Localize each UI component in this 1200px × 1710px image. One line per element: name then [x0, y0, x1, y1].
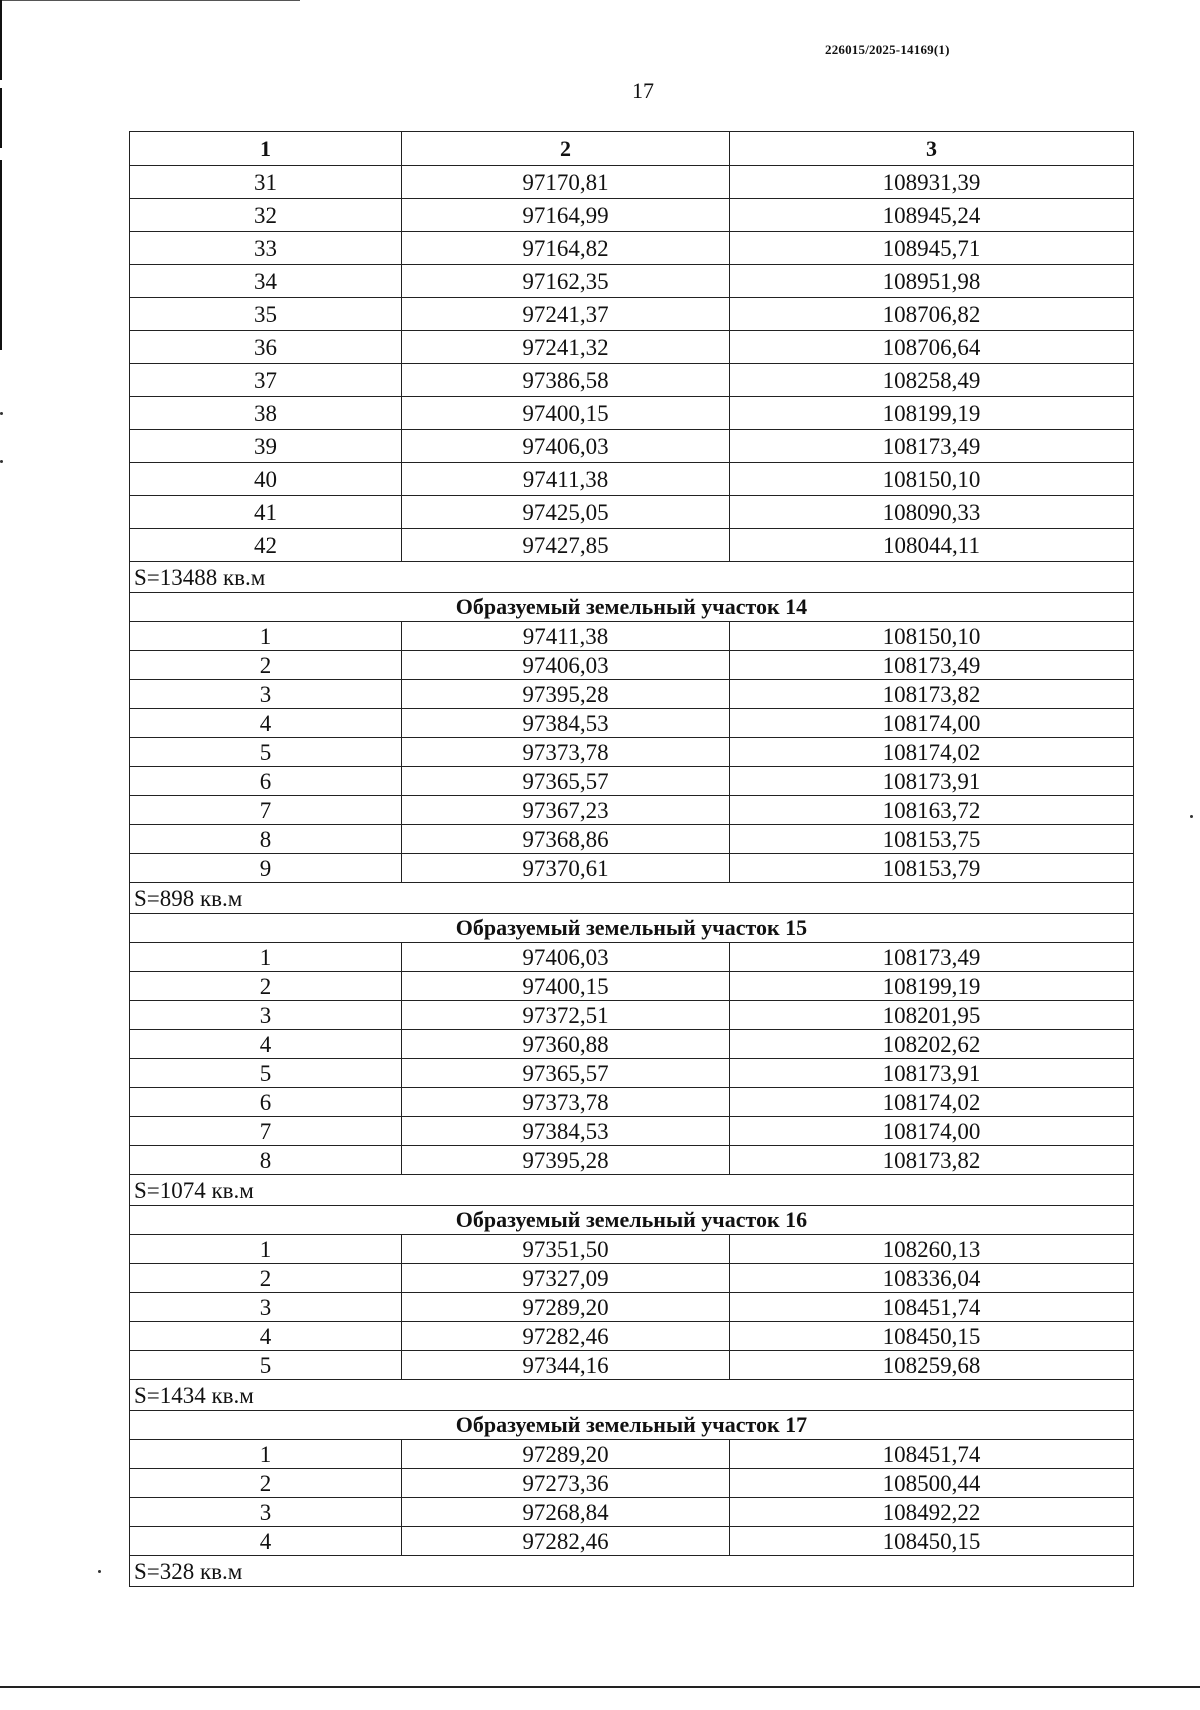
scan-edge-mark: [0, 0, 2, 80]
table-row: [130, 854, 1134, 883]
table-row: [130, 496, 1134, 529]
page-number: 17: [632, 78, 654, 103]
plot-title-row: [130, 1411, 1134, 1440]
table-header-row: [130, 132, 1134, 166]
table-row: [130, 1440, 1134, 1469]
table-cell: 108450,15: [730, 1527, 1134, 1556]
plot-title-row: [130, 1206, 1134, 1235]
table-row: [130, 166, 1134, 199]
scan-edge-mark: [0, 160, 2, 350]
table-cell: 8: [130, 825, 402, 854]
table-cell: 97365,57: [402, 1059, 730, 1088]
table-cell: 97162,35: [402, 265, 730, 298]
table-cell: 97406,03: [402, 651, 730, 680]
table-cell: 1: [130, 943, 402, 972]
table-cell: 108258,49: [730, 364, 1134, 397]
table-cell: 97164,82: [402, 232, 730, 265]
table-cell: 108174,00: [730, 1117, 1134, 1146]
table-cell: 108201,95: [730, 1001, 1134, 1030]
table-cell: 36: [130, 331, 402, 364]
table-cell: 108199,19: [730, 972, 1134, 1001]
column-header: 2: [402, 132, 730, 166]
table-row: [130, 1059, 1134, 1088]
table-cell: 97365,57: [402, 767, 730, 796]
table-row: [130, 1088, 1134, 1117]
table-cell: 97400,15: [402, 972, 730, 1001]
table-cell: 108451,74: [730, 1293, 1134, 1322]
table-cell: 97327,09: [402, 1264, 730, 1293]
table-row: [130, 825, 1134, 854]
table-cell: 2: [130, 651, 402, 680]
table-cell: 97241,37: [402, 298, 730, 331]
table-cell: 108173,91: [730, 767, 1134, 796]
table-cell: 4: [130, 1322, 402, 1351]
table-cell: 6: [130, 767, 402, 796]
table-cell: 97427,85: [402, 529, 730, 562]
table-cell: 108451,74: [730, 1440, 1134, 1469]
table-cell: 108153,79: [730, 854, 1134, 883]
table-row: [130, 709, 1134, 738]
plot-title-text: Образуемый земельный участок 14: [130, 593, 1134, 622]
area-row: [130, 1380, 1134, 1411]
table-cell: 97384,53: [402, 709, 730, 738]
table-cell: 37: [130, 364, 402, 397]
table-row: [130, 1527, 1134, 1556]
table-row: [130, 1146, 1134, 1175]
table-row: [130, 972, 1134, 1001]
scan-speck: [0, 460, 3, 463]
table-cell: 97289,20: [402, 1440, 730, 1469]
table-cell: 2: [130, 1469, 402, 1498]
table-cell: 97406,03: [402, 943, 730, 972]
table-cell: 108090,33: [730, 496, 1134, 529]
table-cell: 7: [130, 1117, 402, 1146]
table-row: [130, 680, 1134, 709]
table-cell: 108336,04: [730, 1264, 1134, 1293]
table-cell: 97367,23: [402, 796, 730, 825]
table-row: [130, 1030, 1134, 1059]
table-cell: 97273,36: [402, 1469, 730, 1498]
table-cell: 97406,03: [402, 430, 730, 463]
table-cell: 108174,02: [730, 738, 1134, 767]
table-cell: 2: [130, 1264, 402, 1293]
column-header: 1: [130, 132, 402, 166]
table-cell: 97164,99: [402, 199, 730, 232]
table-row: [130, 397, 1134, 430]
table-cell: 97282,46: [402, 1527, 730, 1556]
table-cell: 97411,38: [402, 463, 730, 496]
table-cell: 108173,82: [730, 1146, 1134, 1175]
table-cell: 108163,72: [730, 796, 1134, 825]
plot-title-text: Образуемый земельный участок 16: [130, 1206, 1134, 1235]
area-row: [130, 883, 1134, 914]
table-row: [130, 265, 1134, 298]
table-cell: 108174,00: [730, 709, 1134, 738]
table-row: [130, 738, 1134, 767]
scan-edge-mark: [0, 88, 2, 148]
column-header: 3: [730, 132, 1134, 166]
table-cell: 32: [130, 199, 402, 232]
table-cell: 35: [130, 298, 402, 331]
table-cell: 108945,71: [730, 232, 1134, 265]
table-cell: 97373,78: [402, 1088, 730, 1117]
table-cell: 108173,49: [730, 651, 1134, 680]
table-cell: 8: [130, 1146, 402, 1175]
table-cell: 97268,84: [402, 1498, 730, 1527]
table-row: [130, 1001, 1134, 1030]
table-cell: 33: [130, 232, 402, 265]
scan-edge-line: [0, 0, 300, 1]
table-cell: 42: [130, 529, 402, 562]
table-cell: 97425,05: [402, 496, 730, 529]
table-cell: 97344,16: [402, 1351, 730, 1380]
table-cell: 97360,88: [402, 1030, 730, 1059]
area-text: S=1074 кв.м: [130, 1175, 1134, 1206]
plot-title-row: [130, 914, 1134, 943]
table-cell: 40: [130, 463, 402, 496]
table-cell: 31: [130, 166, 402, 199]
table-cell: 108153,75: [730, 825, 1134, 854]
table-cell: 97351,50: [402, 1235, 730, 1264]
table-cell: 97411,38: [402, 622, 730, 651]
table-row: [130, 1235, 1134, 1264]
coordinates-table: [129, 131, 1134, 1587]
scan-speck: [1190, 815, 1193, 818]
table-row: [130, 430, 1134, 463]
area-text: S=1434 кв.м: [130, 1380, 1134, 1411]
plot-title-text: Образуемый земельный участок 17: [130, 1411, 1134, 1440]
table-cell: 1: [130, 1235, 402, 1264]
table-row: [130, 651, 1134, 680]
table-row: [130, 796, 1134, 825]
table-row: [130, 199, 1134, 232]
table-cell: 5: [130, 738, 402, 767]
table-cell: 108150,10: [730, 622, 1134, 651]
area-row: [130, 1175, 1134, 1206]
table-cell: 3: [130, 1293, 402, 1322]
table-row: [130, 232, 1134, 265]
table-row: [130, 331, 1134, 364]
table-row: [130, 1264, 1134, 1293]
table-row: [130, 1351, 1134, 1380]
scan-edge-line: [0, 1686, 1200, 1688]
table-row: [130, 463, 1134, 496]
table-cell: 108199,19: [730, 397, 1134, 430]
table-cell: 108202,62: [730, 1030, 1134, 1059]
table-cell: 108173,49: [730, 430, 1134, 463]
table-row: [130, 1322, 1134, 1351]
area-text: S=898 кв.м: [130, 883, 1134, 914]
table-cell: 97370,61: [402, 854, 730, 883]
table-cell: 108951,98: [730, 265, 1134, 298]
table-row: [130, 1469, 1134, 1498]
table-cell: 38: [130, 397, 402, 430]
table-cell: 39: [130, 430, 402, 463]
table-row: [130, 1498, 1134, 1527]
table-cell: 97384,53: [402, 1117, 730, 1146]
table-cell: 108706,82: [730, 298, 1134, 331]
table-row: [130, 364, 1134, 397]
table-cell: 108450,15: [730, 1322, 1134, 1351]
table-cell: 3: [130, 1001, 402, 1030]
plot-title-text: Образуемый земельный участок 15: [130, 914, 1134, 943]
table-cell: 108706,64: [730, 331, 1134, 364]
table-cell: 97395,28: [402, 1146, 730, 1175]
table-cell: 1: [130, 1440, 402, 1469]
table-cell: 97395,28: [402, 680, 730, 709]
area-row: [130, 562, 1134, 593]
scan-speck: [98, 1570, 101, 1573]
table-cell: 108150,10: [730, 463, 1134, 496]
table-cell: 3: [130, 1498, 402, 1527]
table-cell: 108173,91: [730, 1059, 1134, 1088]
table-row: [130, 1117, 1134, 1146]
plot-title-row: [130, 593, 1134, 622]
table-cell: 97386,58: [402, 364, 730, 397]
table-cell: 1: [130, 622, 402, 651]
table-cell: 108173,82: [730, 680, 1134, 709]
table-cell: 5: [130, 1059, 402, 1088]
table-cell: 97368,86: [402, 825, 730, 854]
table-cell: 108500,44: [730, 1469, 1134, 1498]
table-cell: 108492,22: [730, 1498, 1134, 1527]
table-cell: 4: [130, 709, 402, 738]
table-cell: 108044,11: [730, 529, 1134, 562]
table-cell: 7: [130, 796, 402, 825]
table-cell: 108260,13: [730, 1235, 1134, 1264]
table-cell: 108259,68: [730, 1351, 1134, 1380]
table-cell: 97289,20: [402, 1293, 730, 1322]
table-cell: 9: [130, 854, 402, 883]
scan-speck: [0, 412, 3, 415]
table-row: [130, 943, 1134, 972]
table-cell: 2: [130, 972, 402, 1001]
table-cell: 108174,02: [730, 1088, 1134, 1117]
table-cell: 4: [130, 1527, 402, 1556]
table-cell: 3: [130, 680, 402, 709]
table-cell: 41: [130, 496, 402, 529]
table-cell: 108931,39: [730, 166, 1134, 199]
table-cell: 97400,15: [402, 397, 730, 430]
area-row: [130, 1556, 1134, 1587]
table-cell: 6: [130, 1088, 402, 1117]
area-text: S=13488 кв.м: [130, 562, 1134, 593]
document-id: 226015/2025-14169(1): [825, 42, 950, 57]
table-row: [130, 529, 1134, 562]
table-cell: 97282,46: [402, 1322, 730, 1351]
table-row: [130, 767, 1134, 796]
table-cell: 97241,32: [402, 331, 730, 364]
table-row: [130, 622, 1134, 651]
table-cell: 108173,49: [730, 943, 1134, 972]
table-cell: 34: [130, 265, 402, 298]
area-text: S=328 кв.м: [130, 1556, 1134, 1587]
table-cell: 108945,24: [730, 199, 1134, 232]
table-cell: 5: [130, 1351, 402, 1380]
table-row: [130, 298, 1134, 331]
table-row: [130, 1293, 1134, 1322]
table-cell: 97373,78: [402, 738, 730, 767]
table-cell: 97170,81: [402, 166, 730, 199]
table-cell: 4: [130, 1030, 402, 1059]
table-cell: 97372,51: [402, 1001, 730, 1030]
